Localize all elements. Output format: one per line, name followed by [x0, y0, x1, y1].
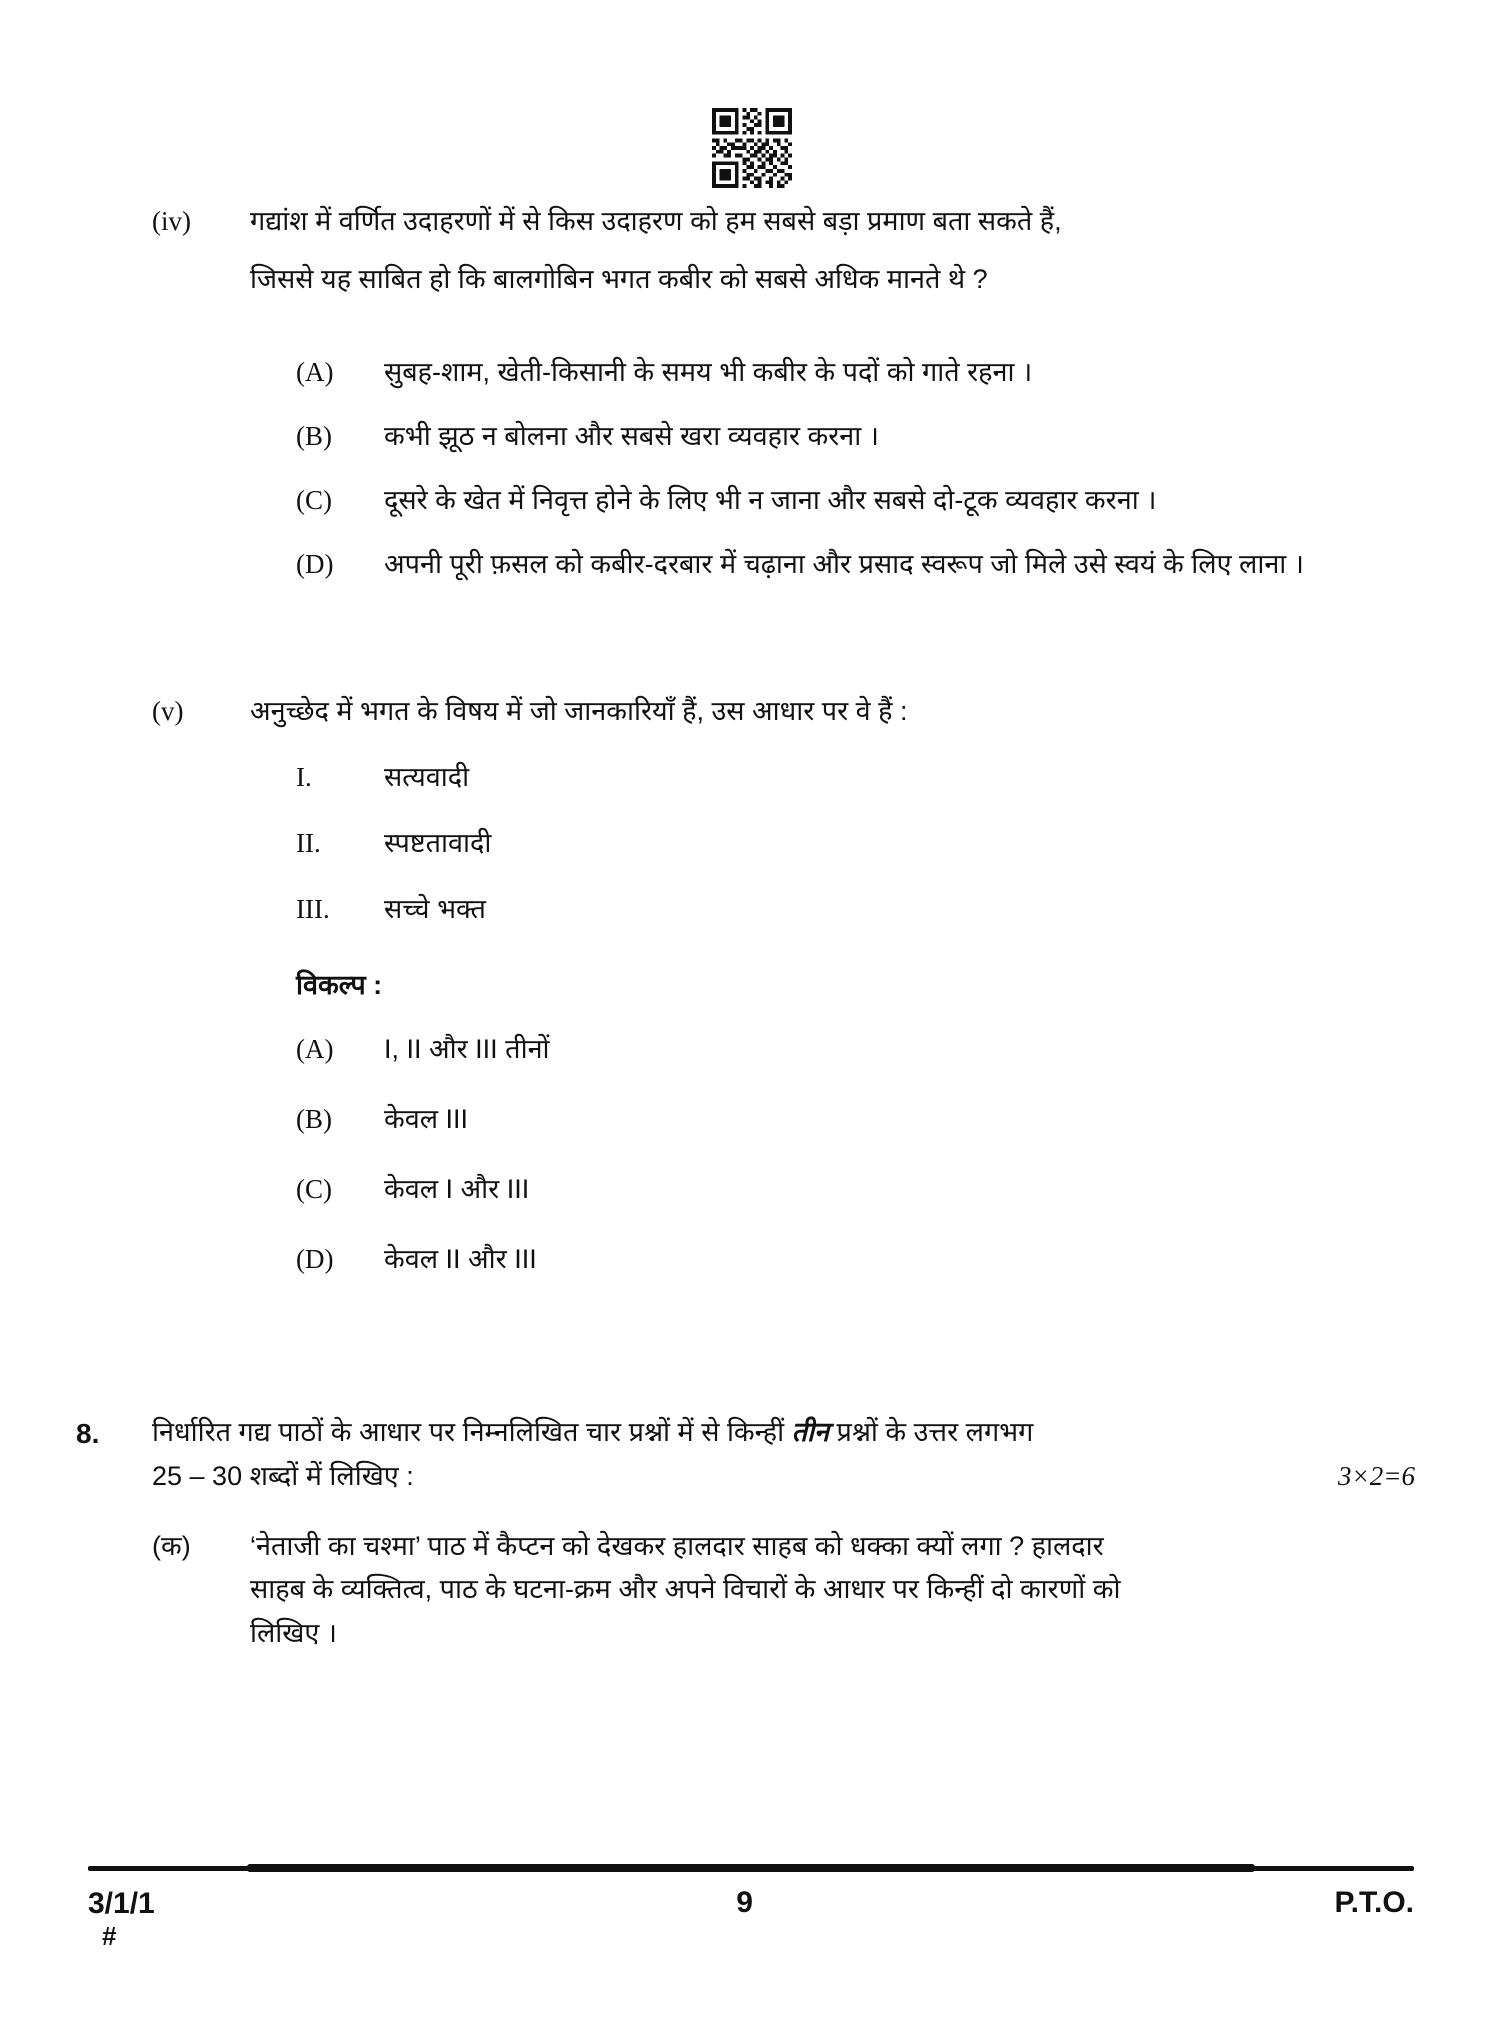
- statement-ii: [0, 822, 1505, 866]
- option-v-d-label: केवल II और III: [384, 1243, 537, 1274]
- options-heading: विकल्प :: [296, 970, 383, 1001]
- question-iv-marker: (iv): [152, 206, 191, 236]
- sub-question-ka-line-1: ‘नेताजी का चश्मा’ पाठ में कैप्टन को देखकर हालदार साहब को धक्का क्यों लगा ? हालदार: [250, 1530, 1104, 1561]
- question-8-emphasis: तीन: [791, 1417, 829, 1448]
- option-iv-b-marker: (B): [296, 421, 332, 452]
- footer-page-number: 9: [736, 1886, 753, 1919]
- question-iv-text: [250, 200, 1505, 301]
- footer-paper-code: 3/1/1: [88, 1887, 155, 1920]
- question-8-line-1: [152, 1411, 1415, 1455]
- statement-i: [0, 756, 1505, 800]
- option-v-c-marker: (C): [296, 1173, 332, 1204]
- sub-question-ka-line-2: साहब के व्यक्तित्व, पाठ के घटना-क्रम और अपने विचारों के आधार पर किन्हीं दो कारणों को: [250, 1574, 1121, 1605]
- statement-ii-label: स्पष्टतावादी: [384, 827, 492, 858]
- question-v: [0, 690, 1505, 734]
- footer-hash-mark: #: [102, 1921, 117, 1952]
- option-v-b-marker: (B): [296, 1104, 332, 1135]
- sub-question-ka: [0, 1525, 1505, 1656]
- option-iv-b-label: कभी झूठ न बोलना और सबसे खरा व्यवहार करना ।: [384, 421, 879, 452]
- option-v-d[interactable]: [0, 1238, 1505, 1282]
- statement-iii: [0, 888, 1505, 932]
- statement-ii-marker: II.: [296, 827, 321, 858]
- statement-i-marker: I.: [296, 762, 312, 793]
- option-v-c[interactable]: [0, 1168, 1505, 1212]
- option-iv-d-marker: (D): [296, 548, 334, 579]
- page-content: [0, 200, 1505, 1656]
- option-v-a[interactable]: [0, 1028, 1505, 1072]
- option-v-d-marker: (D): [296, 1243, 334, 1274]
- option-v-c-label: केवल I और III: [384, 1173, 530, 1204]
- statement-iii-label: सच्चे भक्त: [384, 893, 486, 924]
- option-iv-c[interactable]: [0, 479, 1505, 523]
- question-8-marks: 3×2=6: [1338, 1461, 1415, 1492]
- option-v-b[interactable]: [0, 1098, 1505, 1142]
- qr-code-icon: [712, 108, 792, 188]
- statement-i-label: सत्यवादी: [384, 762, 470, 793]
- question-8-text: [152, 1411, 1415, 1498]
- sub-question-ka-marker: (क): [152, 1530, 191, 1561]
- question-iv-line-1: गद्यांश में वर्णित उदाहरणों में से किस उदाहरण को हम सबसे बड़ा प्रमाण बता सकते हैं,: [250, 206, 1062, 236]
- question-v-text: अनुच्छेद में भगत के विषय में जो जानकारियाँ हैं, उस आधार पर वे हैं :: [250, 696, 908, 727]
- question-v-marker: (v): [152, 696, 184, 727]
- question-iv: [0, 200, 1505, 301]
- option-v-a-label: I, II और III तीनों: [384, 1034, 550, 1065]
- question-8: [0, 1411, 1505, 1498]
- option-v-a-marker: (A): [296, 1034, 334, 1065]
- option-iv-c-marker: (C): [296, 484, 332, 515]
- option-iv-a-marker: (A): [296, 357, 334, 388]
- statement-iii-marker: III.: [296, 893, 330, 924]
- question-8-line-2-row: [152, 1455, 1415, 1499]
- question-8-line-1-part-a: निर्धारित गद्य पाठों के आधार पर निम्नलिखित चार प्रश्नों में से किन्हीं: [152, 1417, 792, 1448]
- option-iv-a-label: सुबह-शाम, खेती-किसानी के समय भी कबीर के पदों को गाते रहना ।: [384, 357, 1033, 388]
- option-iv-d-label: अपनी पूरी फ़सल को कबीर-दरबार में चढ़ाना और प्रसाद स्वरूप जो मिले उसे स्वयं के लिए लाना ।: [384, 548, 1305, 579]
- sub-question-ka-line-3: लिखिए ।: [250, 1618, 338, 1649]
- question-iv-line-2: जिससे यह साबित हो कि बालगोबिन भगत कबीर को सबसे अधिक मानते थे ?: [250, 263, 988, 294]
- question-8-marker: 8.: [76, 1418, 100, 1450]
- footer-paper-code-block: [88, 1886, 155, 1952]
- page-footer: [88, 1886, 1414, 1952]
- option-iv-a[interactable]: [0, 351, 1505, 395]
- option-iv-b[interactable]: [0, 415, 1505, 459]
- question-8-line-2: 25 – 30 शब्दों में लिखिए :: [152, 1461, 414, 1492]
- footer-pto-label: P.T.O.: [1334, 1886, 1414, 1919]
- option-v-b-label: केवल III: [384, 1104, 469, 1135]
- sub-question-ka-text: [250, 1525, 1415, 1656]
- option-iv-d[interactable]: [0, 543, 1505, 587]
- footer-divider: [88, 1866, 1414, 1871]
- question-8-line-1-part-b: प्रश्नों के उत्तर लगभग: [828, 1417, 1034, 1448]
- option-iv-c-label: दूसरे के खेत में निवृत्त होने के लिए भी न जाना और सबसे दो-टूक व्यवहार करना ।: [384, 484, 1157, 515]
